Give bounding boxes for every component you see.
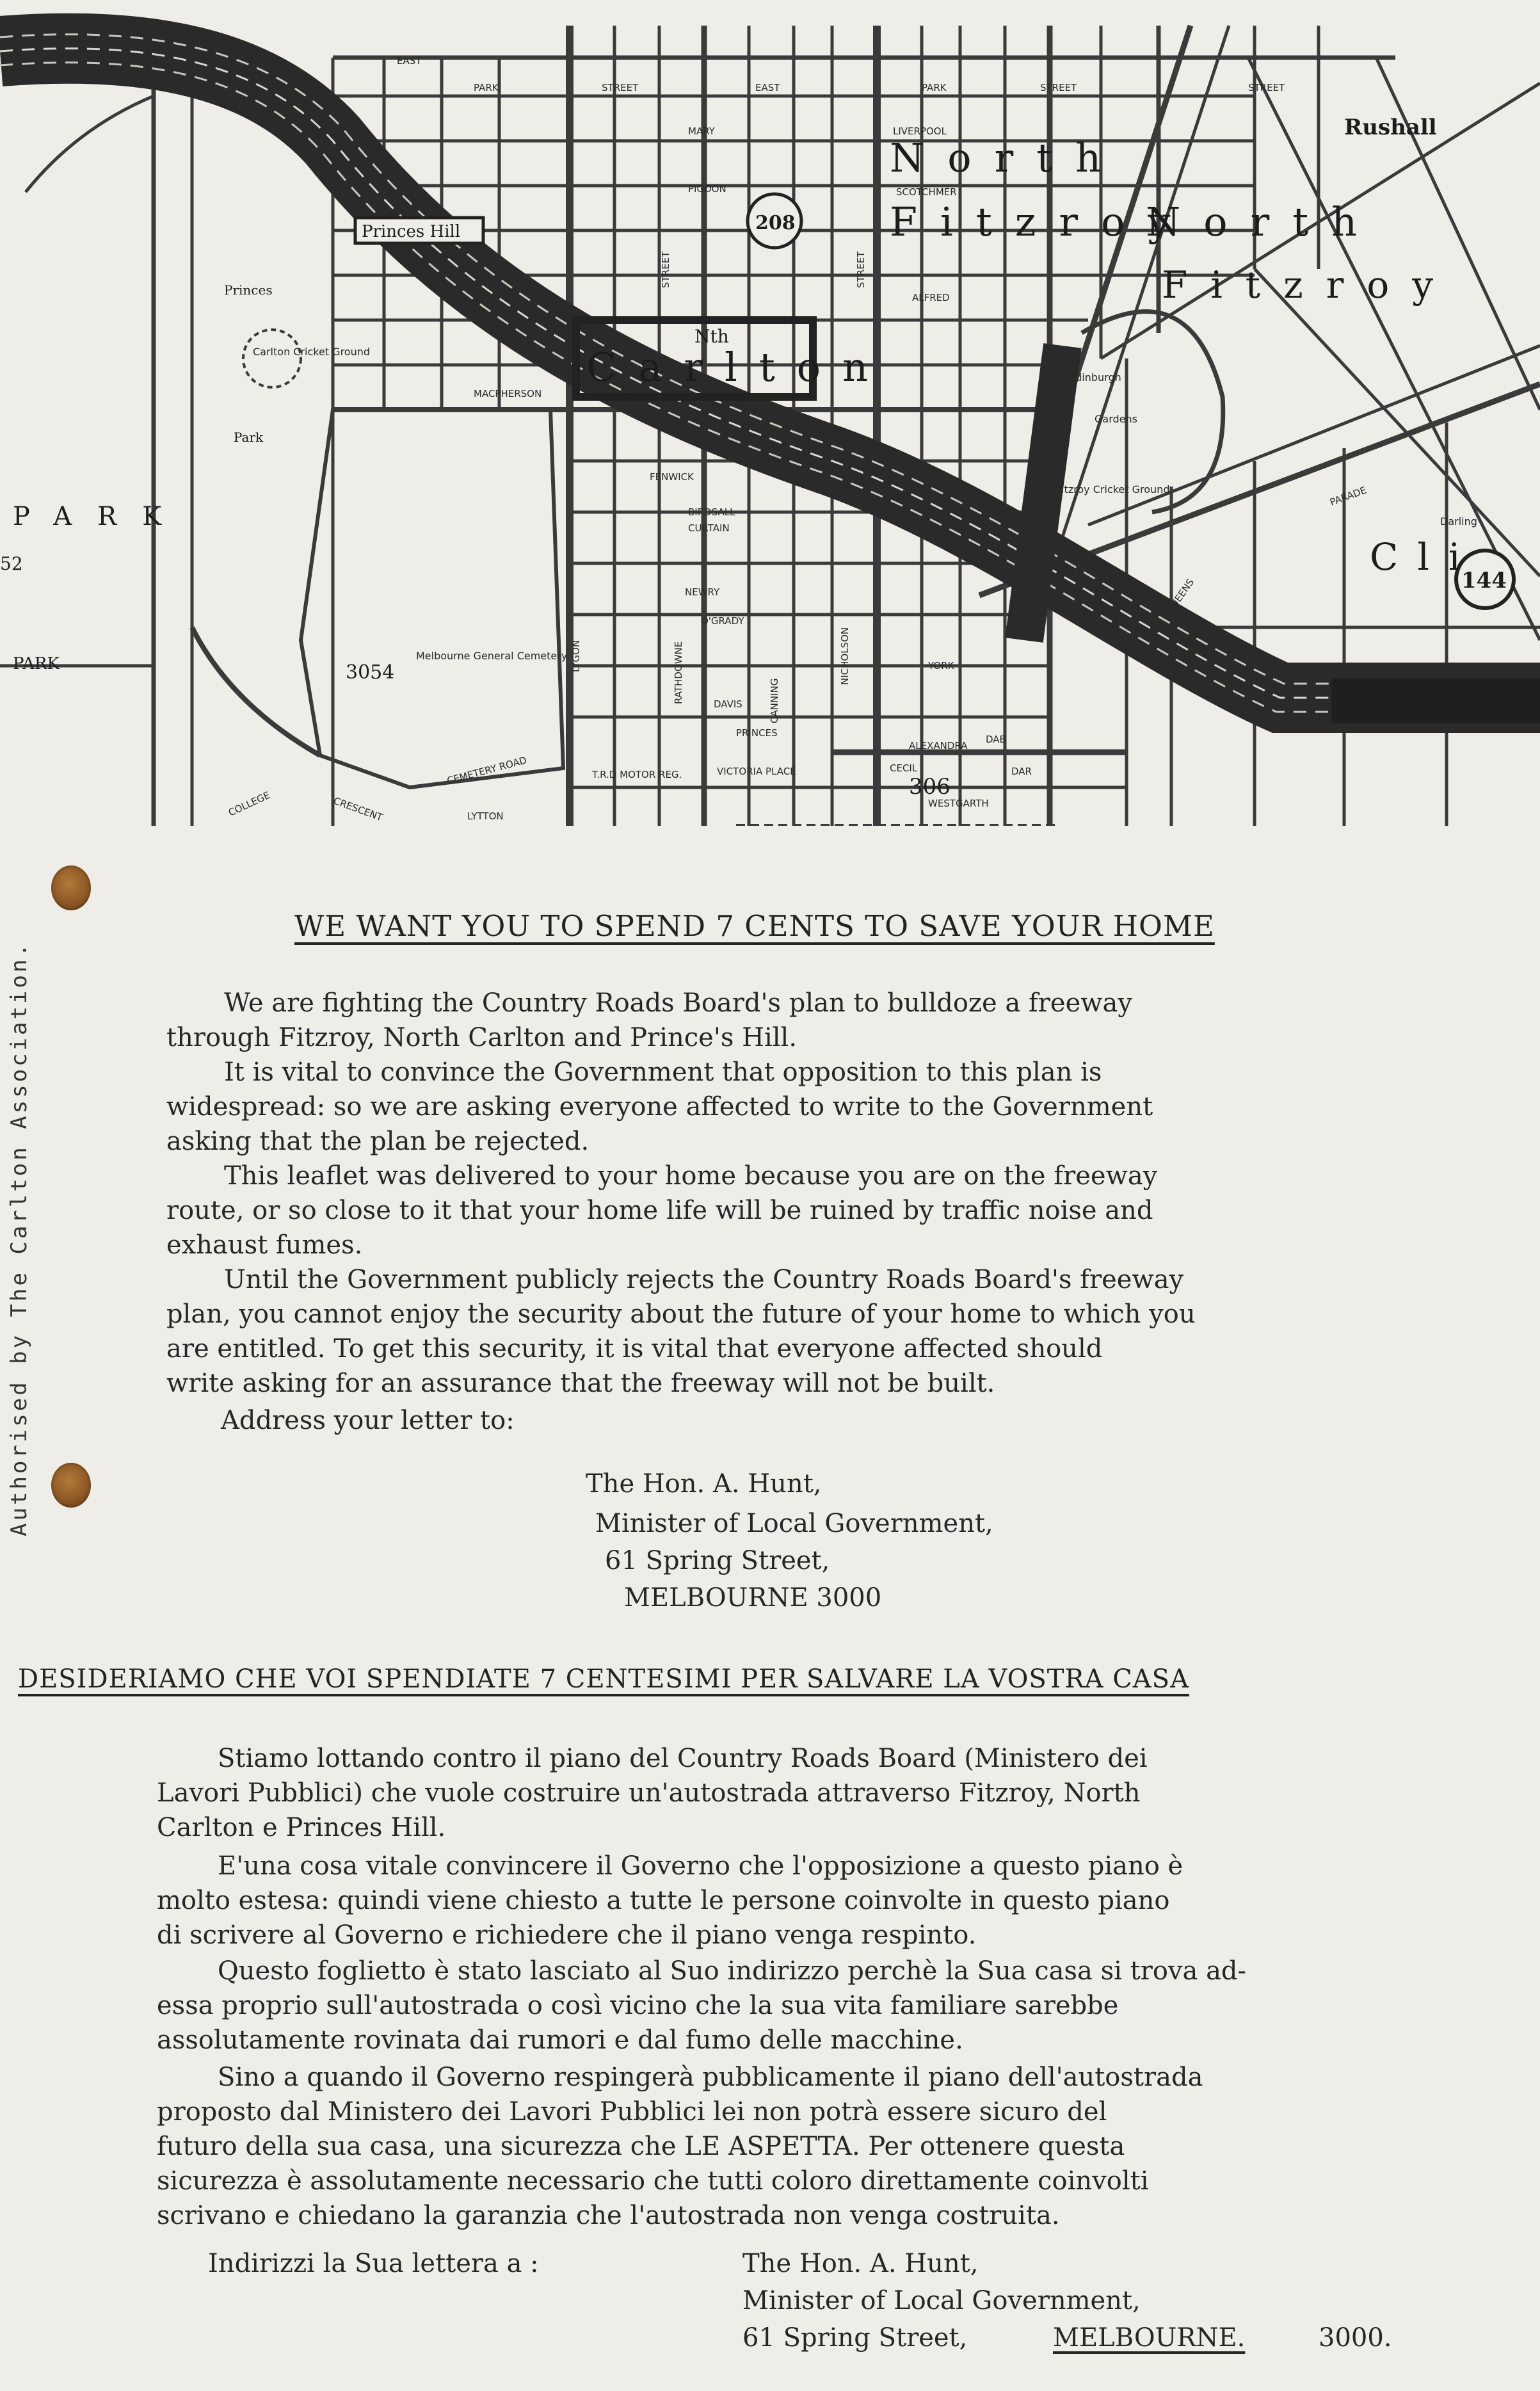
- english-paragraph-4: Until the Government publicly rejects the Country Roads Board's freeway plan, you cannot enjoy the security about the future of your home to which you are entitled. To get this security, it is vital that everyone affected should write asking for an assurance that the freeway will not be built.: [166, 1265, 1196, 1398]
- street-label: ALEXANDRA: [909, 740, 968, 752]
- street-label: LYTTON: [467, 810, 504, 822]
- map-ref-144: 144: [1461, 568, 1507, 593]
- english-address-name: The Hon. A. Hunt,: [586, 1469, 822, 1499]
- italian-address-street: 61 Spring Street,: [742, 2323, 968, 2353]
- label-cemetery: Melbourne General Cemetery: [416, 650, 568, 662]
- street-label: YORK: [928, 660, 954, 672]
- street-label: EAST: [397, 55, 422, 67]
- map-ref-208: 208: [755, 212, 796, 234]
- street-label: O'GRADY: [701, 615, 744, 627]
- street-label: FENWICK: [650, 471, 694, 483]
- italian-heading: DESIDERIAMO CHE VOI SPENDIATE 7 CENTESIMI PER SALVARE LA VOSTRA CASA: [18, 1664, 1189, 1694]
- street-label: STREET: [1040, 82, 1077, 93]
- street-label: PARADE: [1328, 484, 1368, 508]
- street-label: SCOTCHMER: [896, 186, 957, 198]
- street-label: LYGON: [570, 640, 582, 672]
- street-label: WESTGARTH: [928, 798, 989, 809]
- street-label: NEWRY: [685, 586, 720, 598]
- italian-paragraph-1: Stiamo lottando contro il piano del Country Roads Board (Ministero dei Lavori Pubblici) che vuole costruire un'autostrada attraverso Fitzroy, North Carlton e Princes Hill.: [157, 1744, 1148, 1842]
- street-label: ALFRED: [912, 292, 950, 303]
- english-heading: WE WANT YOU TO SPEND 7 CENTS TO SAVE YOUR HOME: [294, 909, 1215, 943]
- street-label: PIGDON: [688, 183, 726, 195]
- street-label: CECIL: [890, 762, 918, 774]
- italian-paragraph-3: Questo foglietto è stato lasciato al Suo indirizzo perchè la Sua casa si trova ad- essa proprio sull'autostrada o così vicino che la sua vita familiare sarebbe assolutamente rovinata dai rumori e dal fumo delle macchine.: [157, 1956, 1247, 2055]
- english-address-title: Minister of Local Government,: [595, 1509, 993, 1538]
- label-fitzroy-2: Fitzroy: [1162, 263, 1457, 307]
- street-label: T.R.D MOTOR REG.: [592, 769, 682, 780]
- label-gardens: Gardens: [1095, 413, 1137, 425]
- street-label: RATHDOWNE: [673, 641, 684, 704]
- punch-hole-top: [51, 865, 91, 910]
- street-label: PARK: [474, 82, 499, 93]
- italian-address-postcode: 3000.: [1319, 2323, 1392, 2353]
- label-park-west: PARK: [13, 654, 60, 673]
- street-label: NICHOLSON: [839, 627, 851, 685]
- street-label: STREET: [660, 251, 671, 288]
- street-label: PARK: [922, 82, 947, 93]
- freeway-route-map: [0, 0, 1540, 826]
- street-label: MARY: [688, 125, 715, 137]
- label-north-2: North: [1146, 198, 1381, 245]
- label-princes-hill: Princes Hill: [362, 222, 461, 241]
- italian-address-name: The Hon. A. Hunt,: [742, 2249, 979, 2278]
- street-label: DAR: [1011, 766, 1032, 777]
- label-fitzroy-1: Fitzroy: [890, 198, 1194, 245]
- english-address-street: 61 Spring Street,: [605, 1546, 830, 1575]
- italian-address-intro: Indirizzi la Sua lettera a :: [208, 2249, 539, 2278]
- label-north-1: North: [890, 134, 1125, 181]
- street-label: LIVERPOOL: [893, 125, 947, 137]
- italian-paragraph-2: E'una cosa vitale convincere il Governo che l'opposizione a questo piano è molto estesa: quindi viene chiesto a tutte le persone coinvolte in questo piano di scrivere al Governo e richiedere che il piano venga respinto.: [157, 1851, 1183, 1950]
- street-label: DAVIS: [714, 698, 742, 710]
- street-label: QUEENS: [1164, 576, 1197, 616]
- street-label: EAST: [755, 82, 780, 93]
- label-edinburgh: Edinburgh: [1069, 371, 1121, 383]
- italian-address-city: MELBOURNE.: [1053, 2323, 1246, 2353]
- street-label: MACPHERSON: [474, 388, 542, 399]
- english-paragraph-1: We are fighting the Country Roads Board's plan to bulldoze a freeway through Fitzroy, North Carlton and Prince's Hill.: [166, 988, 1132, 1052]
- label-cricket-ground: Carlton Cricket Ground: [253, 346, 371, 358]
- label-darling: Darling: [1440, 515, 1477, 527]
- italian-address-title: Minister of Local Government,: [742, 2286, 1141, 2315]
- street-label: COLLEGE: [227, 789, 272, 819]
- english-paragraph-3: This leaflet was delivered to your home because you are on the freeway route, or so close to it that your home life will be ruined by traffic noise and exhaust fumes.: [166, 1161, 1158, 1260]
- street-label: CANNING: [769, 678, 780, 723]
- street-label: STREET: [855, 251, 867, 288]
- italian-paragraph-4: Sino a quando il Governo respingerà pubblicamente il piano dell'autostrada proposto dal Ministero dei Lavori Pubblici lei non potrà essere sicuro del futuro della sua casa, una sicurezza che LE ASPETTA. Per ottenere questa sicurezza è assolutamente necessario che tutti coloro direttamente coinvolti scrivano e chiedano la garanzia che l'autostrada non venga costruita.: [157, 2063, 1203, 2230]
- label-park-small: Park: [234, 430, 264, 445]
- street-label: BIRDSALL: [688, 506, 735, 518]
- label-clifton: Cli: [1370, 535, 1480, 579]
- map-postcode: 3054: [346, 661, 395, 684]
- street-label: STREET: [602, 82, 639, 93]
- map-ref-306: 306: [909, 774, 950, 800]
- street-label: PRINCES: [736, 727, 778, 739]
- label-park-big: PARK: [13, 502, 188, 531]
- label-fitzroy-ground: Fitzroy Cricket Ground: [1056, 483, 1170, 495]
- street-label: DAB: [986, 734, 1006, 745]
- street-label: CRESCENT: [332, 794, 385, 824]
- street-label: CEMETERY ROAD: [445, 754, 528, 787]
- label-princes: Princes: [224, 282, 273, 298]
- street-label: CURTAIN: [688, 522, 730, 534]
- english-paragraph-2: It is vital to convince the Government that opposition to this plan is widespread: so we are asking everyone affected to write to the Government asking that the plan be rejected.: [166, 1058, 1153, 1156]
- punch-hole-bottom: [51, 1463, 91, 1508]
- street-label: STREET: [1248, 82, 1285, 93]
- label-rushall: Rushall: [1344, 115, 1437, 140]
- english-address-intro: Address your letter to:: [221, 1406, 515, 1435]
- english-address-city: MELBOURNE 3000: [624, 1583, 882, 1613]
- authorisation-note: Authorised by The Carlton Association.: [6, 941, 32, 1536]
- label-carlton-nth: Nth: [694, 326, 729, 347]
- label-carlton: Carlton: [586, 344, 890, 390]
- map-ref-52: 52: [0, 553, 23, 574]
- street-label: VICTORIA PLACE: [717, 766, 796, 777]
